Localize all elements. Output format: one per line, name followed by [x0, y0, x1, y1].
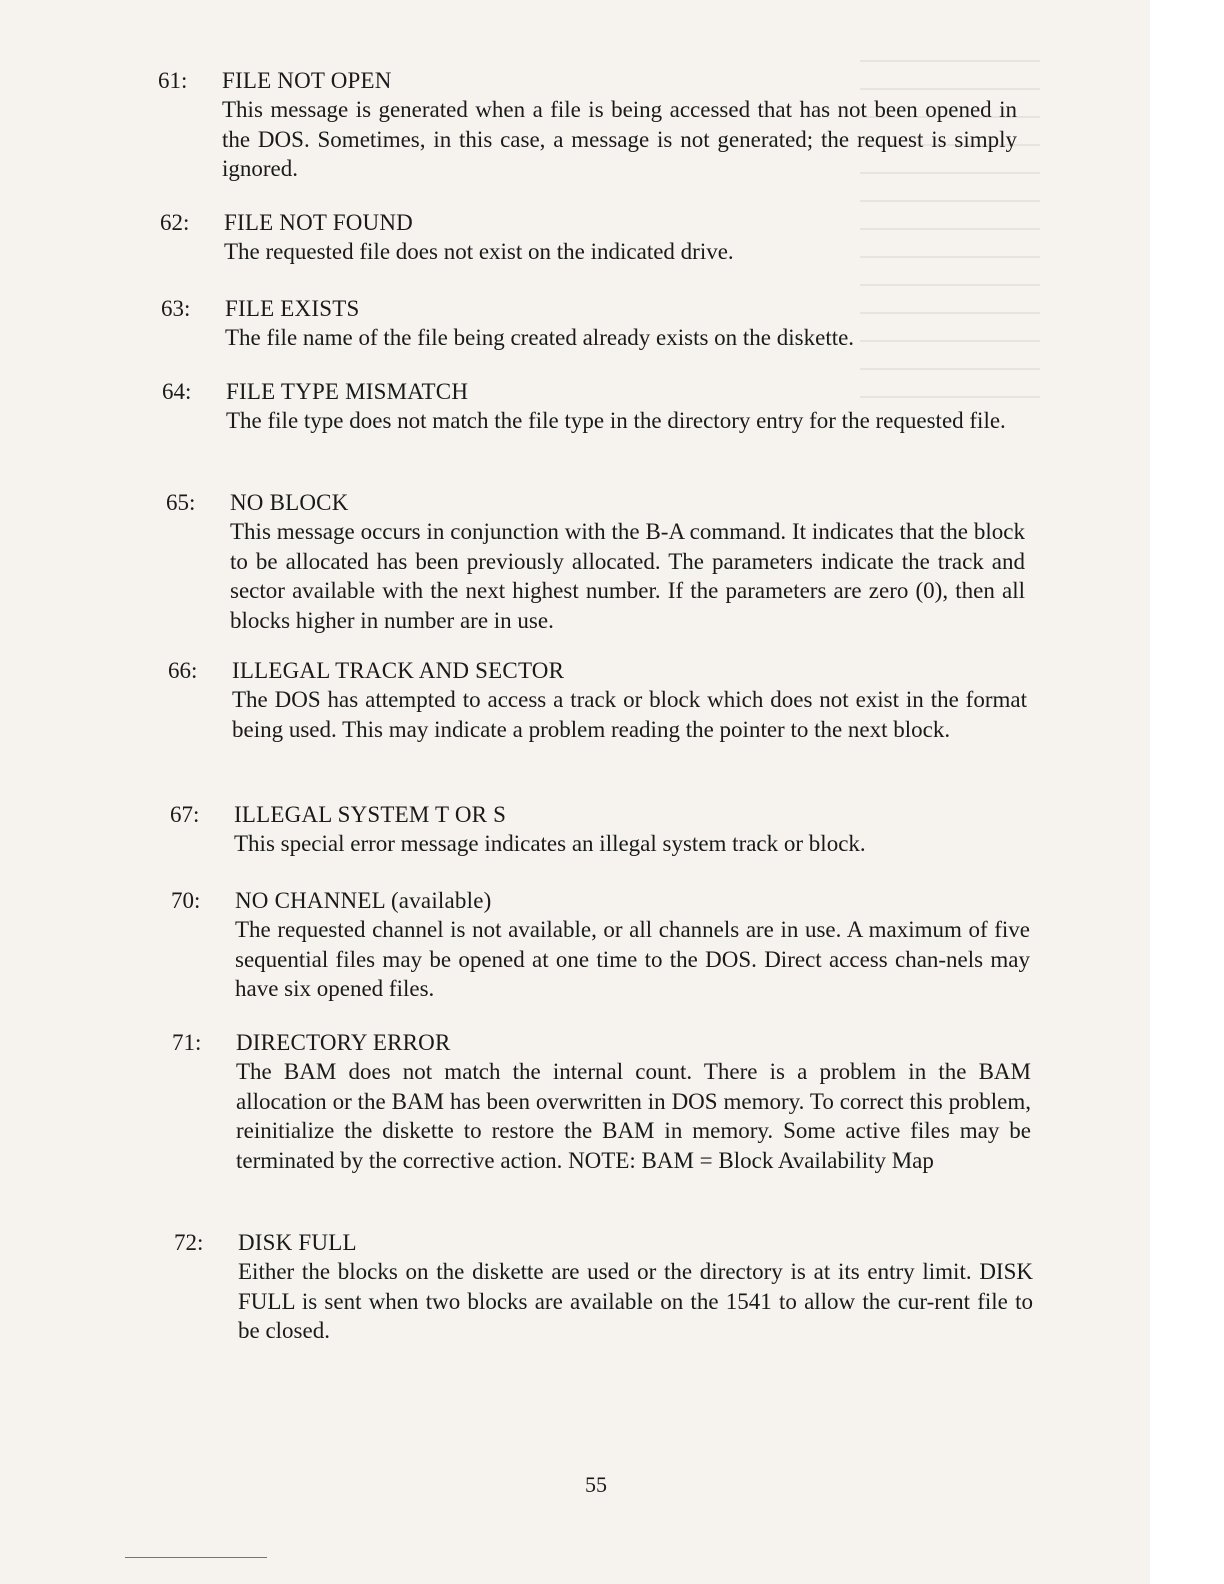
- error-code: 70:: [171, 888, 201, 913]
- error-code: 71:: [172, 1030, 202, 1055]
- page-number: 55: [585, 1472, 607, 1497]
- error-code: 61:: [158, 68, 188, 93]
- error-description: The requested channel is not available, or all channels are in use. A maximum of five sequential files may be opened at one time to the DOS. Direct access chan-nels may have six opened files.: [235, 917, 1030, 1001]
- error-title: FILE EXISTS: [225, 296, 360, 321]
- error-description: The file type does not match the file type in the directory entry for the requested file.: [226, 408, 1006, 433]
- error-code: 65:: [166, 490, 196, 515]
- error-code: 62:: [160, 210, 190, 235]
- error-description: The requested file does not exist on the indicated drive.: [224, 239, 734, 264]
- error-description: The file name of the file being created already exists on the diskette.: [225, 325, 855, 350]
- error-code: 66:: [168, 658, 198, 683]
- footer-rule: [125, 1557, 267, 1558]
- error-title: NO CHANNEL (available): [235, 888, 492, 913]
- error-title: FILE TYPE MISMATCH: [226, 379, 469, 404]
- error-title: FILE NOT FOUND: [224, 210, 413, 235]
- error-description: The DOS has attempted to access a track or block which does not exist in the format being used. This may indicate a problem reading the pointer to the next block.: [232, 687, 1027, 742]
- error-code: 67:: [170, 802, 200, 827]
- error-title: DIRECTORY ERROR: [236, 1030, 451, 1055]
- error-title: ILLEGAL TRACK AND SECTOR: [232, 658, 565, 683]
- error-description: Either the blocks on the diskette are used or the directory is at its entry limit. DISK FULL is sent when two blocks are available on the 1541 to allow the cur-rent file to be closed.: [238, 1259, 1033, 1343]
- error-description: This message is generated when a file is being accessed that has not been opened in the DOS. Sometimes, in this case, a message is not generated; the request is simply ignored.: [222, 97, 1017, 181]
- error-description: This message occurs in conjunction with the B-A command. It indicates that the block to be allocated has been previously allocated. The parameters indicate the track and sector available with the next highest number. If the parameters are zero (0), then all blocks higher in number are in use.: [230, 519, 1025, 633]
- error-title: NO BLOCK: [230, 490, 349, 515]
- error-code: 64:: [162, 379, 192, 404]
- error-title: FILE NOT OPEN: [222, 68, 392, 93]
- error-code: 72:: [174, 1230, 204, 1255]
- error-title: ILLEGAL SYSTEM T OR S: [234, 802, 507, 827]
- error-description: This special error message indicates an illegal system track or block.: [234, 831, 866, 856]
- error-title: DISK FULL: [238, 1230, 357, 1255]
- error-code: 63:: [161, 296, 191, 321]
- error-description: The BAM does not match the internal count. There is a problem in the BAM allocation or the BAM has been overwritten in DOS memory. To correct this problem, reinitialize the diskette to restore the BAM in memory. Some active files may be terminated by the corrective action. NOTE: BAM = Block Availability Map: [236, 1059, 1031, 1173]
